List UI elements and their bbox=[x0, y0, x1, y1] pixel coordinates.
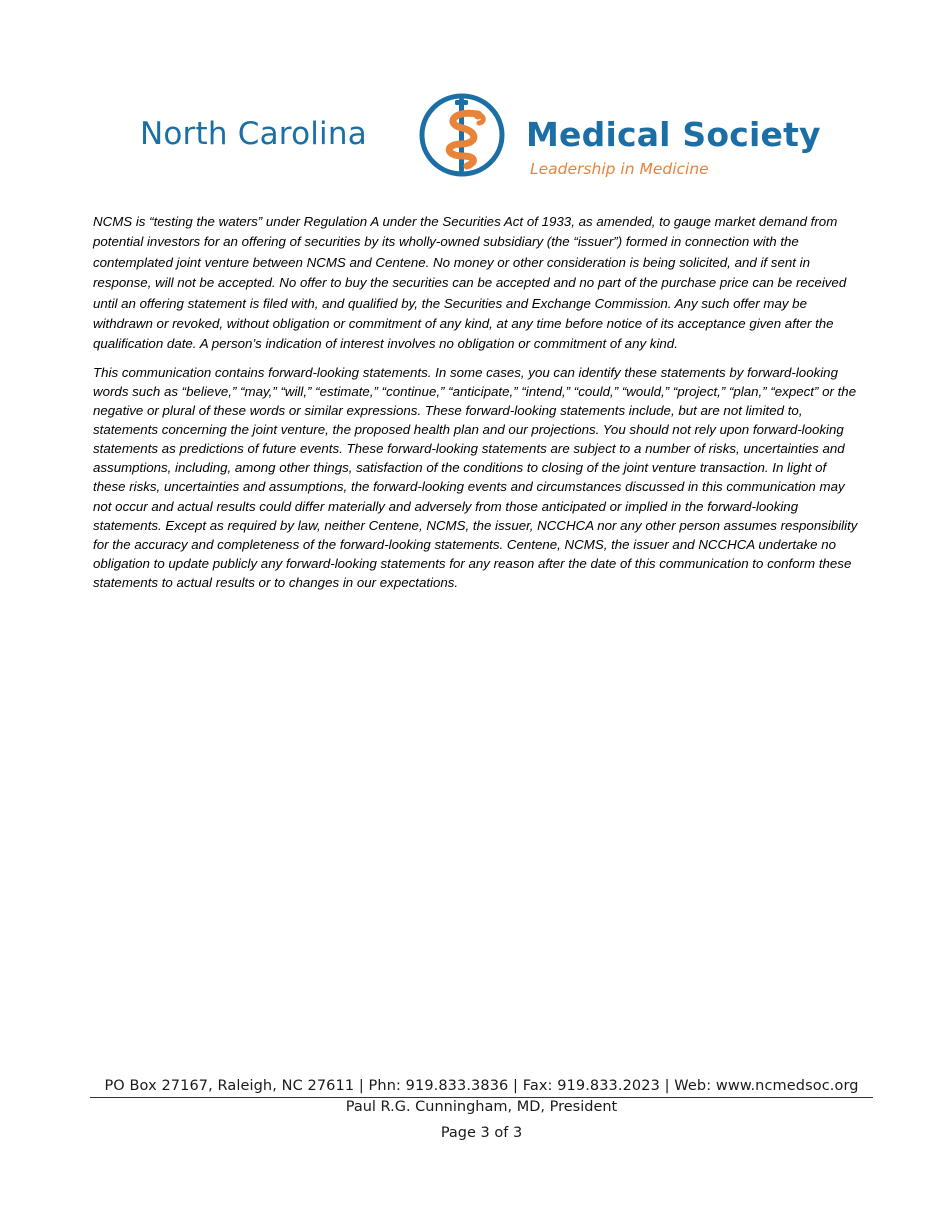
page-number: Page 3 of 3 bbox=[440, 1125, 523, 1141]
letterhead-tagline: Leadership in Medicine bbox=[530, 160, 709, 178]
caduceus-emblem-icon bbox=[415, 90, 511, 180]
disclaimer-paragraph-regulation-a: NCMS is “testing the waters” under Regulation A under the Securities Act of 1933, as amended, to gauge market demand from potential investors for an offering of securities by its wholly-owned subsidiary (the “issuer”) formed in connection with the contemplated joint venture between NCMS and Centene. No money or other consideration is being solicited, and if sent in response, will not be accepted. No offer to buy the securities can be accepted and no part of the purchase price can be received until an offering statement is filed with, and qualified by, the Securities and Exchange Commission. Any such offer may be withdrawn or revoked, without obligation or commitment of any kind, at any time before notice of its acceptance given after the qualification date. A person’s indication of interest involves no obligation or commitment of any kind. bbox=[93, 214, 847, 352]
disclaimer-paragraph-forward-looking: This communication contains forward-looking statements. In some cases, you can identify these statements by forward-looking words such as “believe,” “may,” “will,” “estimate,” “continue,” “anticipate,” “intend,” “could,” “would,” “project,” “plan,” “expect” or the negative or plural of these words or similar expressions. These forward-looking statements include, but are not limited to, statements concerning the joint venture, the proposed health plan and our projections. You should not rely upon forward-looking statements as predictions of future events. These forward-looking statements are subject to a number of risks, uncertainties and assumptions, including, among other things, satisfaction of the conditions to closing of the joint venture transaction. In light of these risks, uncertainties and assumptions, the forward-looking events and circumstances discussed in this communication may not occur and actual results could differ materially and adversely from those anticipated or implied in the forward-looking statements. Except as required by law, neither Centene, NCMS, the issuer, NCCHCA nor any other person assumes responsibility for the accuracy and completeness of the forward-looking statements. Centene, NCMS, the issuer and NCCHCA undertake no obligation to update publicly any forward-looking statements for any reason after the date of this communication to conform these statements to actual results or to changes in our expectations. bbox=[93, 364, 858, 590]
letterhead-north-carolina: North Carolina bbox=[140, 116, 367, 152]
letterhead-medical-society: Medical Society bbox=[526, 115, 821, 154]
letterhead bbox=[130, 88, 830, 188]
page-footer bbox=[90, 1078, 873, 1141]
footer-president-line: Paul R.G. Cunningham, MD, President bbox=[345, 1099, 618, 1115]
footer-contact-line: PO Box 27167, Raleigh, NC 27611 | Phn: 919.833.3836 | Fax: 919.833.2023 | Web: www.ncmedsoc.org bbox=[90, 1078, 873, 1098]
document-body bbox=[93, 212, 858, 592]
